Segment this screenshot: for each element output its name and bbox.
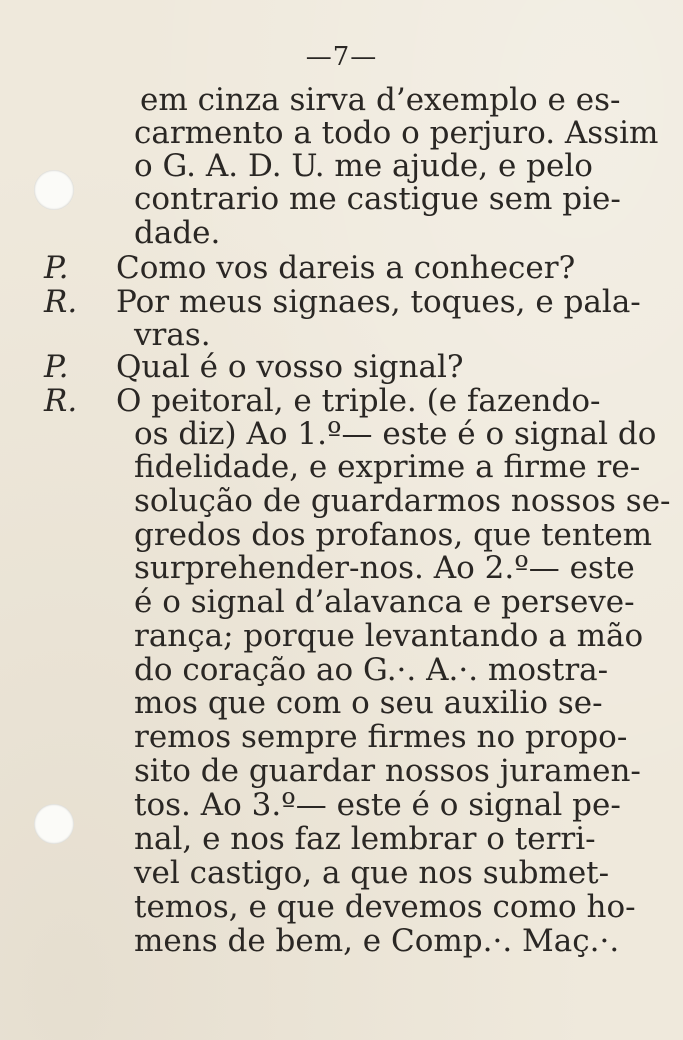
text-line: contrario me castigue sem pie- — [134, 181, 621, 217]
text-line: remos sempre firmes no propo- — [134, 719, 628, 755]
marker-question: P. — [44, 349, 69, 385]
text-line: vel castigo, a que nos submet- — [134, 855, 610, 891]
punch-hole-bottom — [34, 804, 74, 844]
text-line: do coração ao G.·. A.·. mostra- — [134, 652, 609, 688]
text-line: carmento a todo o perjuro. Assim — [134, 115, 659, 151]
text-line: é o signal d’alavanca e perseve- — [134, 584, 635, 620]
text-line: o G. A. D. U. me ajude, e pelo — [134, 148, 593, 184]
page-number: —7— — [305, 42, 378, 72]
punch-hole-top — [34, 170, 74, 210]
marker-answer: R. — [44, 383, 78, 419]
text-line: Como vos dareis a conhecer? — [116, 250, 576, 286]
text-line: tos. Ao 3.º— este é o signal pe- — [134, 787, 621, 823]
marker-question: P. — [44, 250, 69, 286]
text-line: vras. — [134, 317, 211, 353]
text-line: solução de guardarmos nossos se- — [134, 483, 671, 519]
text-line: gredos dos profanos, que tentem — [134, 517, 653, 553]
text-line: mos que com o seu auxilio se- — [134, 685, 603, 721]
text-line: mens de bem, e Comp.·. Maç.·. — [134, 923, 620, 959]
text-line: rança; porque levantando a mão — [134, 618, 644, 654]
text-line: sito de guardar nossos juramen- — [134, 753, 641, 789]
text-line: em cinza sirva d’exemplo e es- — [140, 82, 621, 118]
text-line: surprehender-nos. Ao 2.º— este — [134, 550, 635, 586]
text-line: fidelidade, e exprime a firme re- — [134, 449, 641, 485]
text-line: temos, e que devemos como ho- — [134, 889, 636, 925]
text-line: dade. — [134, 215, 221, 251]
text-line: O peitoral, e triple. (e fazendo- — [116, 383, 601, 419]
text-line: os diz) Ao 1.º— este é o signal do — [134, 416, 657, 452]
marker-answer: R. — [44, 284, 78, 320]
text-line: nal, e nos faz lembrar o terri- — [134, 821, 596, 857]
text-line: Por meus signaes, toques, e pala- — [116, 284, 641, 320]
text-line: Qual é o vosso signal? — [116, 349, 464, 385]
